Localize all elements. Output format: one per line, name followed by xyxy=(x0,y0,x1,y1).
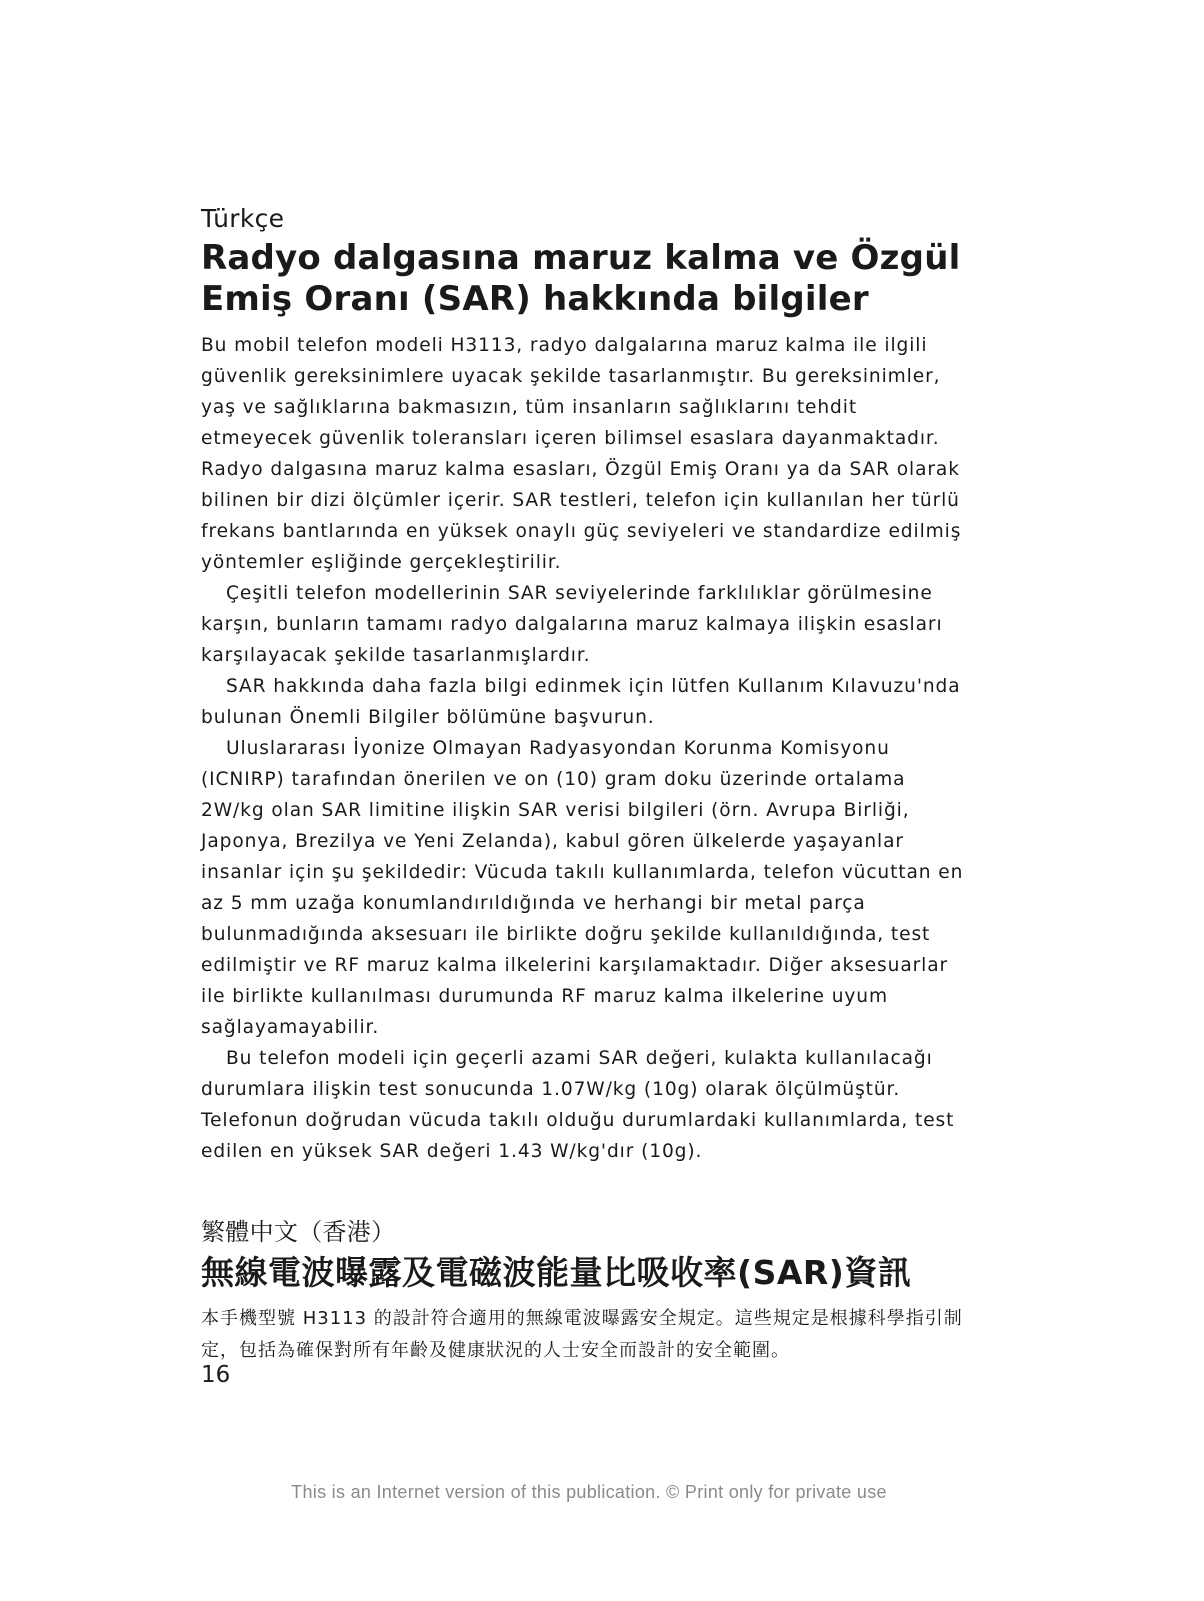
page-content xyxy=(201,200,971,1367)
body-paragraph: Bu mobil telefon modeli H3113, radyo dalgalarına maruz kalma ile ilgili güvenlik gereksinimlere uyacak şekilde tasarlanmıştır. Bu gereksinimler, yaş ve sağlıklarına bakmasızın, tüm insanların sağlıklarını tehdit etmeyecek güvenlik toleransları içeren bilimsel esaslara dayanmaktadır. Radyo dalgasına maruz kalma esasları, Özgül Emiş Oranı ya da SAR olarak bilinen bir dizi ölçümler içerir. SAR testleri, telefon için kullanılan her türlü frekans bantlarında en yüksek onaylı güç seviyeleri ve standardize edilmiş yöntemler eşliğinde gerçekleştirilir. xyxy=(201,335,962,573)
language-label: Türkçe xyxy=(201,204,285,233)
body-paragraph: 本手機型號 H3113 的設計符合適用的無線電波曝露安全規定。這些規定是根據科學指引制定，包括為確保對所有年齡及健康狀況的人士安全而設計的安全範圍。 xyxy=(201,1308,963,1361)
footer-note: This is an Internet version of this publication. © Print only for private use xyxy=(291,1482,887,1502)
page-number: 16 xyxy=(201,1362,231,1388)
body-paragraph: Bu telefon modeli için geçerli azami SAR değeri, kulakta kullanılacağı durumlara ilişkin test sonucunda 1.07W/kg (10g) olarak ölçülmüştür. Telefonun doğrudan vücuda takılı olduğu durumlardaki kullanımlarda, test edilen en yüksek SAR değeri 1.43 W/kg'dır (10g). xyxy=(201,1048,955,1162)
body-paragraph: Çeşitli telefon modellerinin SAR seviyelerinde farklılıklar görülmesine karşın, bunların tamamı radyo dalgalarına maruz kalmaya ilişkin esasları karşılayacak şekilde tasarlanmışlardır. xyxy=(201,583,943,666)
section-title-line-2: Emiş Oranı (SAR) hakkında bilgiler xyxy=(201,279,869,319)
body-paragraph: Uluslararası İyonize Olmayan Radyasyondan Korunma Komisyonu (ICNIRP) tarafından önerilen ve on (10) gram doku üzerinde ortalama 2W/kg olan SAR limitine ilişkin SAR verisi bilgileri (örn. Avrupa Birliği, Japonya, Brezilya ve Yeni Zelanda), kabul gören ülkelerde yaşayanlar insanlar için şu şekildedir: Vücuda takılı kullanımlarda, telefon vücuttan en az 5 mm uzağa konumlandırıldığında ve herhangi bir metal parça bulunmadığında aksesuarı ile birlikte doğru şekilde kullanıldığında, test edilmiştir ve RF maruz kalma ilkelerini karşılamaktadır. Diğer aksesuarlar ile birlikte kullanılması durumunda RF maruz kalma ilkelerine uyum sağlayamayabilir. xyxy=(201,738,964,1038)
section-turkish xyxy=(201,200,971,1167)
body-paragraph: SAR hakkında daha fazla bilgi edinmek için lütfen Kullanım Kılavuzu'nda bulunan Önemli Bilgiler bölümüne başvurun. xyxy=(201,676,961,728)
section-title-line-1: Radyo dalgasına maruz kalma ve Özgül xyxy=(201,238,961,278)
section-chinese-hk xyxy=(201,1213,971,1367)
section-title xyxy=(201,238,971,320)
language-label: 繁體中文（香港） xyxy=(201,1218,396,1246)
section-title: 無線電波曝露及電磁波能量比吸收率(SAR)資訊 xyxy=(201,1253,912,1292)
